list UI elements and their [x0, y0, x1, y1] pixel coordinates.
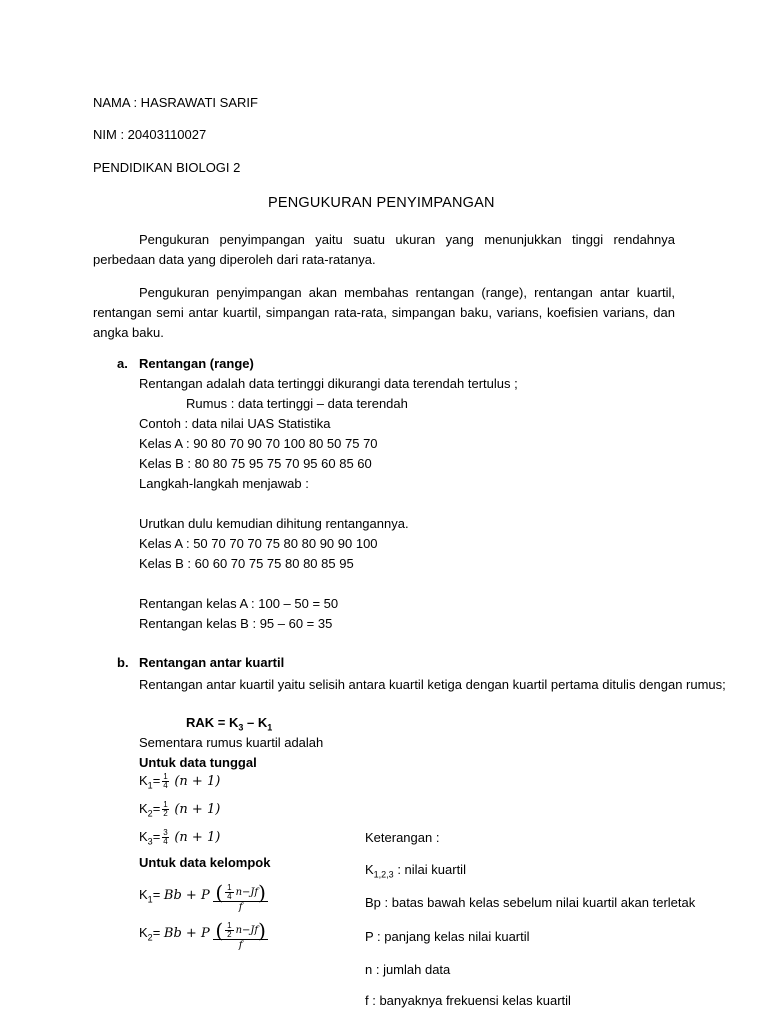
k-label: K	[139, 925, 148, 941]
equals: =	[152, 925, 161, 941]
fraction-denominator: 4	[163, 837, 168, 847]
bb-p: Bb + P	[163, 926, 210, 942]
n-plus-one: (n + 1)	[174, 774, 221, 789]
k-label: K	[139, 887, 148, 903]
rak-minus: – K	[243, 715, 268, 730]
grouped-denominator: f	[238, 902, 243, 913]
document-title: PENGUKURAN PENYIMPANGAN	[268, 195, 495, 211]
paren-open: (	[215, 918, 224, 943]
rak-sub-3: 3	[238, 722, 244, 733]
n-minus-jf: n−Jf	[235, 925, 259, 937]
grouped-numerator	[213, 918, 268, 943]
fraction-denominator: 2	[227, 930, 232, 939]
fraction	[162, 801, 168, 818]
k1-grouped-formula	[139, 880, 268, 914]
k-sub: 3	[147, 836, 153, 847]
example-label: Contoh : data nilai UAS Statistika	[139, 416, 331, 431]
k1-single-formula	[139, 773, 220, 792]
k-label: K	[139, 773, 148, 788]
k-label: K	[139, 829, 148, 844]
grouped-denominator: f	[238, 940, 243, 951]
fraction-numerator: 1	[227, 921, 232, 930]
equals: =	[152, 801, 161, 816]
paren-close: )	[258, 880, 266, 905]
fraction	[225, 884, 233, 901]
grouped-numerator	[213, 880, 268, 905]
fraction	[162, 773, 168, 790]
n-plus-one: (n + 1)	[174, 802, 221, 817]
steps-label: Langkah-langkah menjawab :	[139, 476, 309, 491]
paragraph-text: Pengukuran penyimpangan yaitu suatu ukuran yang menunjukkan tinggi rendahnya perbedaan data yang diperoleh dari rata-ratanya.	[93, 232, 675, 267]
class-a-data: Kelas A : 90 80 70 90 70 100 80 50 75 70	[139, 436, 378, 451]
fraction	[162, 829, 168, 846]
keterangan-k	[365, 862, 466, 881]
k-sub: 1	[147, 894, 153, 905]
keterangan-p: P : panjang kelas nilai kuartil	[365, 929, 530, 944]
fraction-denominator: 2	[163, 809, 168, 819]
paren-close: )	[258, 918, 266, 943]
keterangan-n: n : jumlah data	[365, 962, 451, 977]
quartile-formula-intro: Sementara rumus kuartil adalah	[139, 735, 324, 750]
fraction-denominator: 4	[227, 892, 232, 901]
student-name: NAMA : HASRAWATI SARIF	[93, 95, 258, 110]
rak-formula	[186, 715, 272, 734]
k-sub: 2	[147, 808, 153, 819]
range-definition: Rentangan adalah data tertinggi dikurangi data terendah tertulus ;	[139, 376, 518, 391]
keterangan-bp: Bp : batas bawah kelas sebelum nilai kuartil akan terletak	[365, 895, 696, 910]
fraction	[225, 922, 233, 939]
fraction-numerator: 1	[163, 772, 168, 782]
class-a-sorted: Kelas A : 50 70 70 70 75 80 80 90 90 100	[139, 536, 378, 551]
k-sub: 2	[147, 932, 153, 943]
k-sub: 1,2,3	[373, 869, 394, 880]
keterangan-f: f : banyaknya frekuensi kelas kuartil	[365, 993, 571, 1008]
k3-single-formula	[139, 829, 220, 848]
n-plus-one: (n + 1)	[174, 830, 221, 845]
class-b-sorted: Kelas B : 60 60 70 75 75 80 80 85 95	[139, 556, 354, 571]
bb-p: Bb + P	[163, 888, 210, 904]
fraction-numerator: 1	[163, 800, 168, 810]
k-label: K	[365, 862, 374, 877]
k-description: : nilai kuartil	[393, 862, 466, 877]
study-program: PENDIDIKAN BIOLOGI 2	[93, 160, 241, 175]
sort-instruction: Urutkan dulu kemudian dihitung rentangannya.	[139, 516, 409, 531]
n-minus-jf: n−Jf	[235, 887, 259, 899]
fraction-numerator: 1	[227, 883, 232, 892]
student-nim: NIM : 20403110027	[93, 127, 207, 142]
keterangan-heading: Keterangan :	[365, 830, 440, 845]
k-label: K	[139, 801, 148, 816]
paragraph-text: Pengukuran penyimpangan akan membahas rentangan (range), rentangan antar kuartil, rentangan semi antar kuartil, simpangan rata-rata, simpangan baku, varians, koefisien varians, dan angka baku.	[93, 285, 675, 340]
range-formula: Rumus : data tertinggi – data terendah	[186, 396, 408, 411]
single-data-heading: Untuk data tunggal	[139, 755, 257, 770]
section-b-marker: b.	[117, 655, 129, 670]
rak-text: RAK = K	[186, 715, 239, 730]
equals: =	[152, 829, 161, 844]
iqr-definition: Rentangan antar kuartil yaitu selisih antara kuartil ketiga dengan kuartil pertama ditulis dengan rumus;	[139, 677, 726, 692]
class-b-data: Kelas B : 80 80 75 95 75 70 95 60 85 60	[139, 456, 372, 471]
fraction-denominator: 4	[163, 781, 168, 791]
class-a-range-result: Rentangan kelas A : 100 – 50 = 50	[139, 596, 339, 611]
equals: =	[152, 887, 161, 903]
section-a-heading: Rentangan (range)	[139, 356, 254, 371]
section-a-marker: a.	[117, 356, 128, 371]
grouped-data-heading: Untuk data kelompok	[139, 855, 271, 870]
equals: =	[152, 773, 161, 788]
paren-open: (	[215, 880, 224, 905]
k2-single-formula	[139, 801, 220, 820]
paragraph-definition	[93, 230, 675, 270]
k-sub: 1	[147, 780, 153, 791]
paragraph-scope	[93, 283, 675, 343]
class-b-range-result: Rentangan kelas B : 95 – 60 = 35	[139, 616, 333, 631]
rak-sub-1: 1	[267, 722, 273, 733]
grouped-fraction	[213, 880, 268, 914]
k2-grouped-formula	[139, 918, 268, 952]
grouped-fraction	[213, 918, 268, 952]
section-b-heading: Rentangan antar kuartil	[139, 655, 285, 670]
fraction-numerator: 3	[163, 828, 168, 838]
